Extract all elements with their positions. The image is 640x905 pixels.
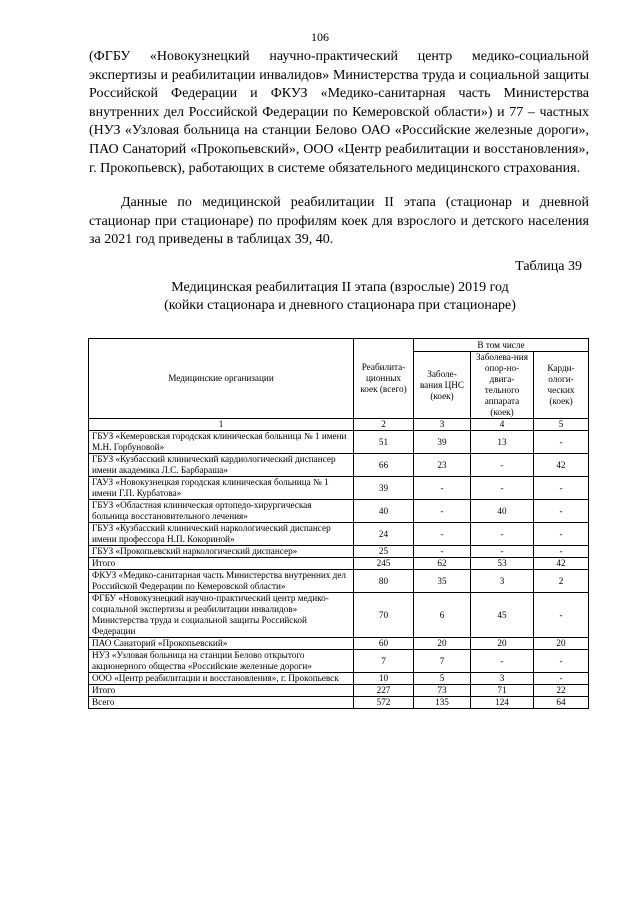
value-cell: 3 [471,673,534,685]
value-cell: - [471,523,534,546]
table-title-line-1: Медицинская реабилитация II этапа (взрослые) 2019 год [171,280,509,295]
organization-cell: ГБУЗ «Областная клиническая ортопедо-хирургическая больница восстановительного лечения» [89,500,354,523]
value-cell: 42 [534,454,589,477]
column-number: 4 [471,419,534,431]
column-number: 5 [534,419,589,431]
table-row [89,570,589,593]
header-cardio: Карди-ологи-ческих (коек) [534,352,589,419]
rehabilitation-table [88,338,589,709]
value-cell: - [414,500,471,523]
header-musculo: Заболева-ния опор-но-двига-тельного аппарата (коек) [471,352,534,419]
value-cell: 25 [354,546,414,558]
value-cell: 7 [414,650,471,673]
table-row [89,454,589,477]
value-cell: 64 [534,697,589,709]
table-row [89,558,589,570]
table-row [89,638,589,650]
value-cell: - [471,454,534,477]
value-cell: 7 [354,650,414,673]
table-row [89,673,589,685]
value-cell: 3 [471,570,534,593]
organization-cell: Всего [89,697,354,709]
organization-cell: ФГБУ «Новокузнецкий научно-практический центр медико-социальной экспертизы и реабилитации инвалидов» Министерства труда и социальной защиты Российской Федерации [89,593,354,638]
header-total: Реабилита-ционных коек (всего) [354,339,414,419]
value-cell: 6 [414,593,471,638]
table-row [89,431,589,454]
value-cell: 40 [354,500,414,523]
value-cell: 35 [414,570,471,593]
paragraph-2: Данные по медицинской реабилитации II этапа (стационар и дневной стационар при стационаре) по профилям коек для взрослого и детского населения за 2021 год приведены в таблицах 39, 40. [89,195,589,248]
column-number: 3 [414,419,471,431]
value-cell: - [534,431,589,454]
value-cell: 124 [471,697,534,709]
organization-cell: Итого [89,685,354,697]
value-cell: 20 [414,638,471,650]
column-number: 1 [89,419,354,431]
column-number-row [89,419,589,431]
value-cell: 10 [354,673,414,685]
table-title-line-2: (койки стационара и дневного стационара при стационаре) [164,298,516,313]
value-cell: 73 [414,685,471,697]
value-cell: 572 [354,697,414,709]
value-cell: - [534,500,589,523]
table-row [89,477,589,500]
organization-cell: ГАУЗ «Новокузнецкая городская клиническая больница № 1 имени Г.П. Курбатова» [89,477,354,500]
table-body [89,419,589,709]
value-cell: - [471,650,534,673]
table-row [89,523,589,546]
value-cell: 66 [354,454,414,477]
table-row [89,546,589,558]
organization-cell: ГБУЗ «Кузбасский клинический кардиологический диспансер имени академика Л.С. Барбараша» [89,454,354,477]
column-number: 2 [354,419,414,431]
organization-cell: ГБУЗ «Кузбасский клинический наркологический диспансер имени профессора Н.П. Кокориной» [89,523,354,546]
value-cell: - [534,523,589,546]
table-label: Таблица 39 [515,259,582,274]
value-cell: - [471,477,534,500]
page-number: 106 [311,30,329,44]
value-cell: - [414,477,471,500]
value-cell: 42 [534,558,589,570]
value-cell: 70 [354,593,414,638]
value-cell: 22 [534,685,589,697]
value-cell: 2 [534,570,589,593]
value-cell: - [534,477,589,500]
table-title [0,279,640,315]
header-cns: Заболе-вания ЦНС (коек) [414,352,471,419]
value-cell: 53 [471,558,534,570]
value-cell: 45 [471,593,534,638]
value-cell: 80 [354,570,414,593]
value-cell: 60 [354,638,414,650]
value-cell: 245 [354,558,414,570]
value-cell: - [534,546,589,558]
table-row [89,697,589,709]
organization-cell: НУЗ «Узловая больница на станции Белово открытого акционерного общества «Российские железные дороги» [89,650,354,673]
value-cell: 13 [471,431,534,454]
value-cell: - [534,650,589,673]
value-cell: 20 [534,638,589,650]
value-cell: 39 [414,431,471,454]
header-org: Медицинские организации [89,339,354,419]
organization-cell: ГБУЗ «Прокопьевский наркологический диспансер» [89,546,354,558]
value-cell: 51 [354,431,414,454]
value-cell: - [534,593,589,638]
table-row [89,500,589,523]
value-cell: 20 [471,638,534,650]
value-cell: 227 [354,685,414,697]
value-cell: 24 [354,523,414,546]
header-group: В том числе [414,339,589,352]
value-cell: 40 [471,500,534,523]
table-row [89,593,589,638]
value-cell: - [471,546,534,558]
value-cell: 71 [471,685,534,697]
value-cell: 5 [414,673,471,685]
organization-cell: Итого [89,558,354,570]
organization-cell: ООО «Центр реабилитации и восстановления», г. Прокопьевск [89,673,354,685]
value-cell: 135 [414,697,471,709]
paragraph-1: (ФГБУ «Новокузнецкий научно-практический центр медико-социальной экспертизы и реабилитации инвалидов» Министерства труда и социальной защиты Российской Федерации и ФКУЗ «Медико-санитарная часть Министерства внутренних дел Российской Федерации по Кемеровской области») и 77 – частных (НУЗ «Узловая больница на станции Белово ОАО «Российские железные дороги», ПАО Санаторий «Прокопьевский», ООО «Центр реабилитации и восстановления», г. Прокопьевск), работающих в системе обязательного медицинского страхования. [89,49,589,176]
organization-cell: ГБУЗ «Кемеровская городская клиническая больница № 1 имени М.Н. Горбуновой» [89,431,354,454]
organization-cell: ПАО Санаторий «Прокопьевский» [89,638,354,650]
table-row [89,685,589,697]
value-cell: 23 [414,454,471,477]
value-cell: 39 [354,477,414,500]
value-cell: - [534,673,589,685]
table-row [89,650,589,673]
value-cell: 62 [414,558,471,570]
organization-cell: ФКУЗ «Медико-санитарная часть Министерства внутренних дел Российской Федерации по Кемеровской области» [89,570,354,593]
value-cell: - [414,523,471,546]
value-cell: - [414,546,471,558]
